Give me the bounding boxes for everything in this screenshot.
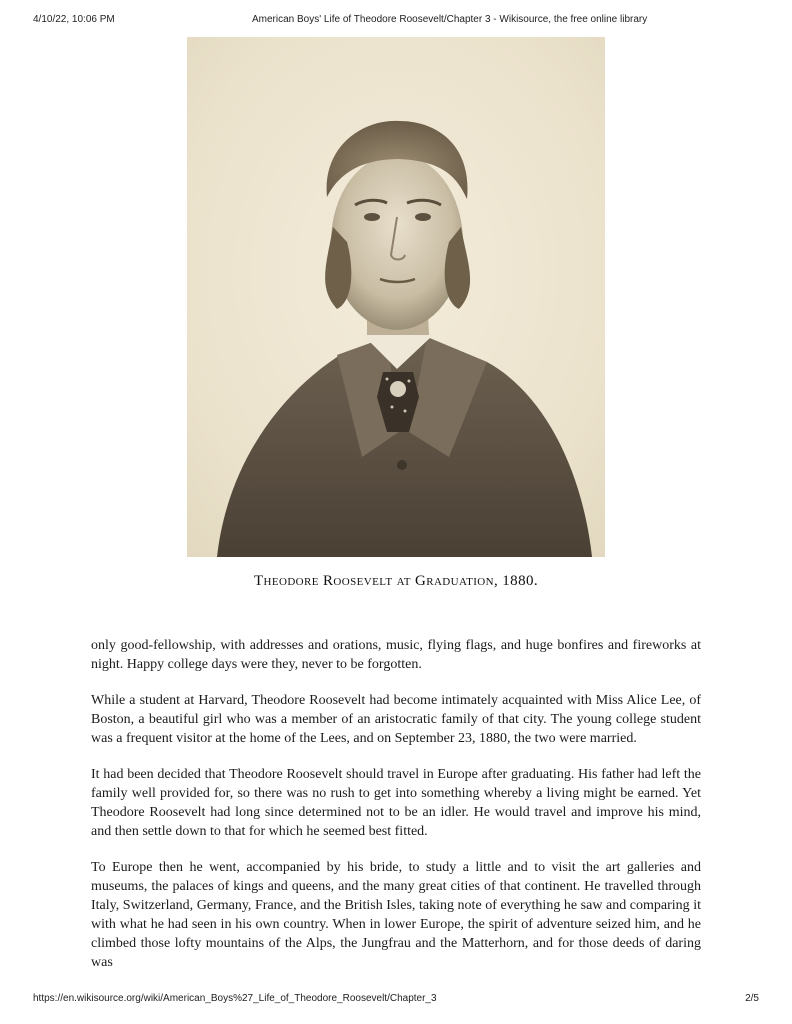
article-body <box>91 636 701 989</box>
page-indicator: 2/5 <box>745 993 759 1004</box>
print-timestamp: 4/10/22, 10:06 PM <box>33 14 115 25</box>
print-header <box>0 14 792 28</box>
body-paragraph: While a student at Harvard, Theodore Roosevelt had become intimately acquainted with Miss Alice Lee, of Boston, a beautiful girl who was a member of an aristocratic family of that city. The young college student was a frequent visitor at the home of the Lees, and on September 23, 1880, the two were married. <box>91 693 701 746</box>
print-footer <box>0 993 792 1007</box>
print-url: https://en.wikisource.org/wiki/American_Boys%27_Life_of_Theodore_Roosevelt/Chapter_3 <box>33 993 437 1004</box>
print-page-title: American Boys' Life of Theodore Roosevelt/Chapter 3 - Wikisource, the free online library <box>252 14 648 25</box>
body-paragraph: only good-fellowship, with addresses and orations, music, flying flags, and huge bonfires and fireworks at night. Happy college days were they, never to be forgotten. <box>91 638 701 672</box>
body-paragraph: To Europe then he went, accompanied by his bride, to study a little and to visit the art galleries and museums, the palaces of kings and queens, and the many great cities of that continent. He travelled through Italy, Switzerland, Germany, France, and the British Isles, taking note of everything he saw and comparing it with what he had seen in his own country. When in lower Europe, the spirit of adventure seized him, and he climbed those lofty mountains of the Alps, the Jungfrau and the Matterhorn, and for those deeds of daring was <box>91 860 701 970</box>
figure-caption: Theodore Roosevelt at Graduation, 1880. <box>253 573 539 589</box>
portrait-photo <box>187 37 605 557</box>
body-paragraph: It had been decided that Theodore Roosevelt should travel in Europe after graduating. His father had left the family well provided for, so there was no rush to get into something whereby a living might be earned. Yet Theodore Roosevelt had long since determined not to be an idler. He would travel and improve his mind, and then settle down to that for which he seemed best fitted. <box>91 767 701 839</box>
